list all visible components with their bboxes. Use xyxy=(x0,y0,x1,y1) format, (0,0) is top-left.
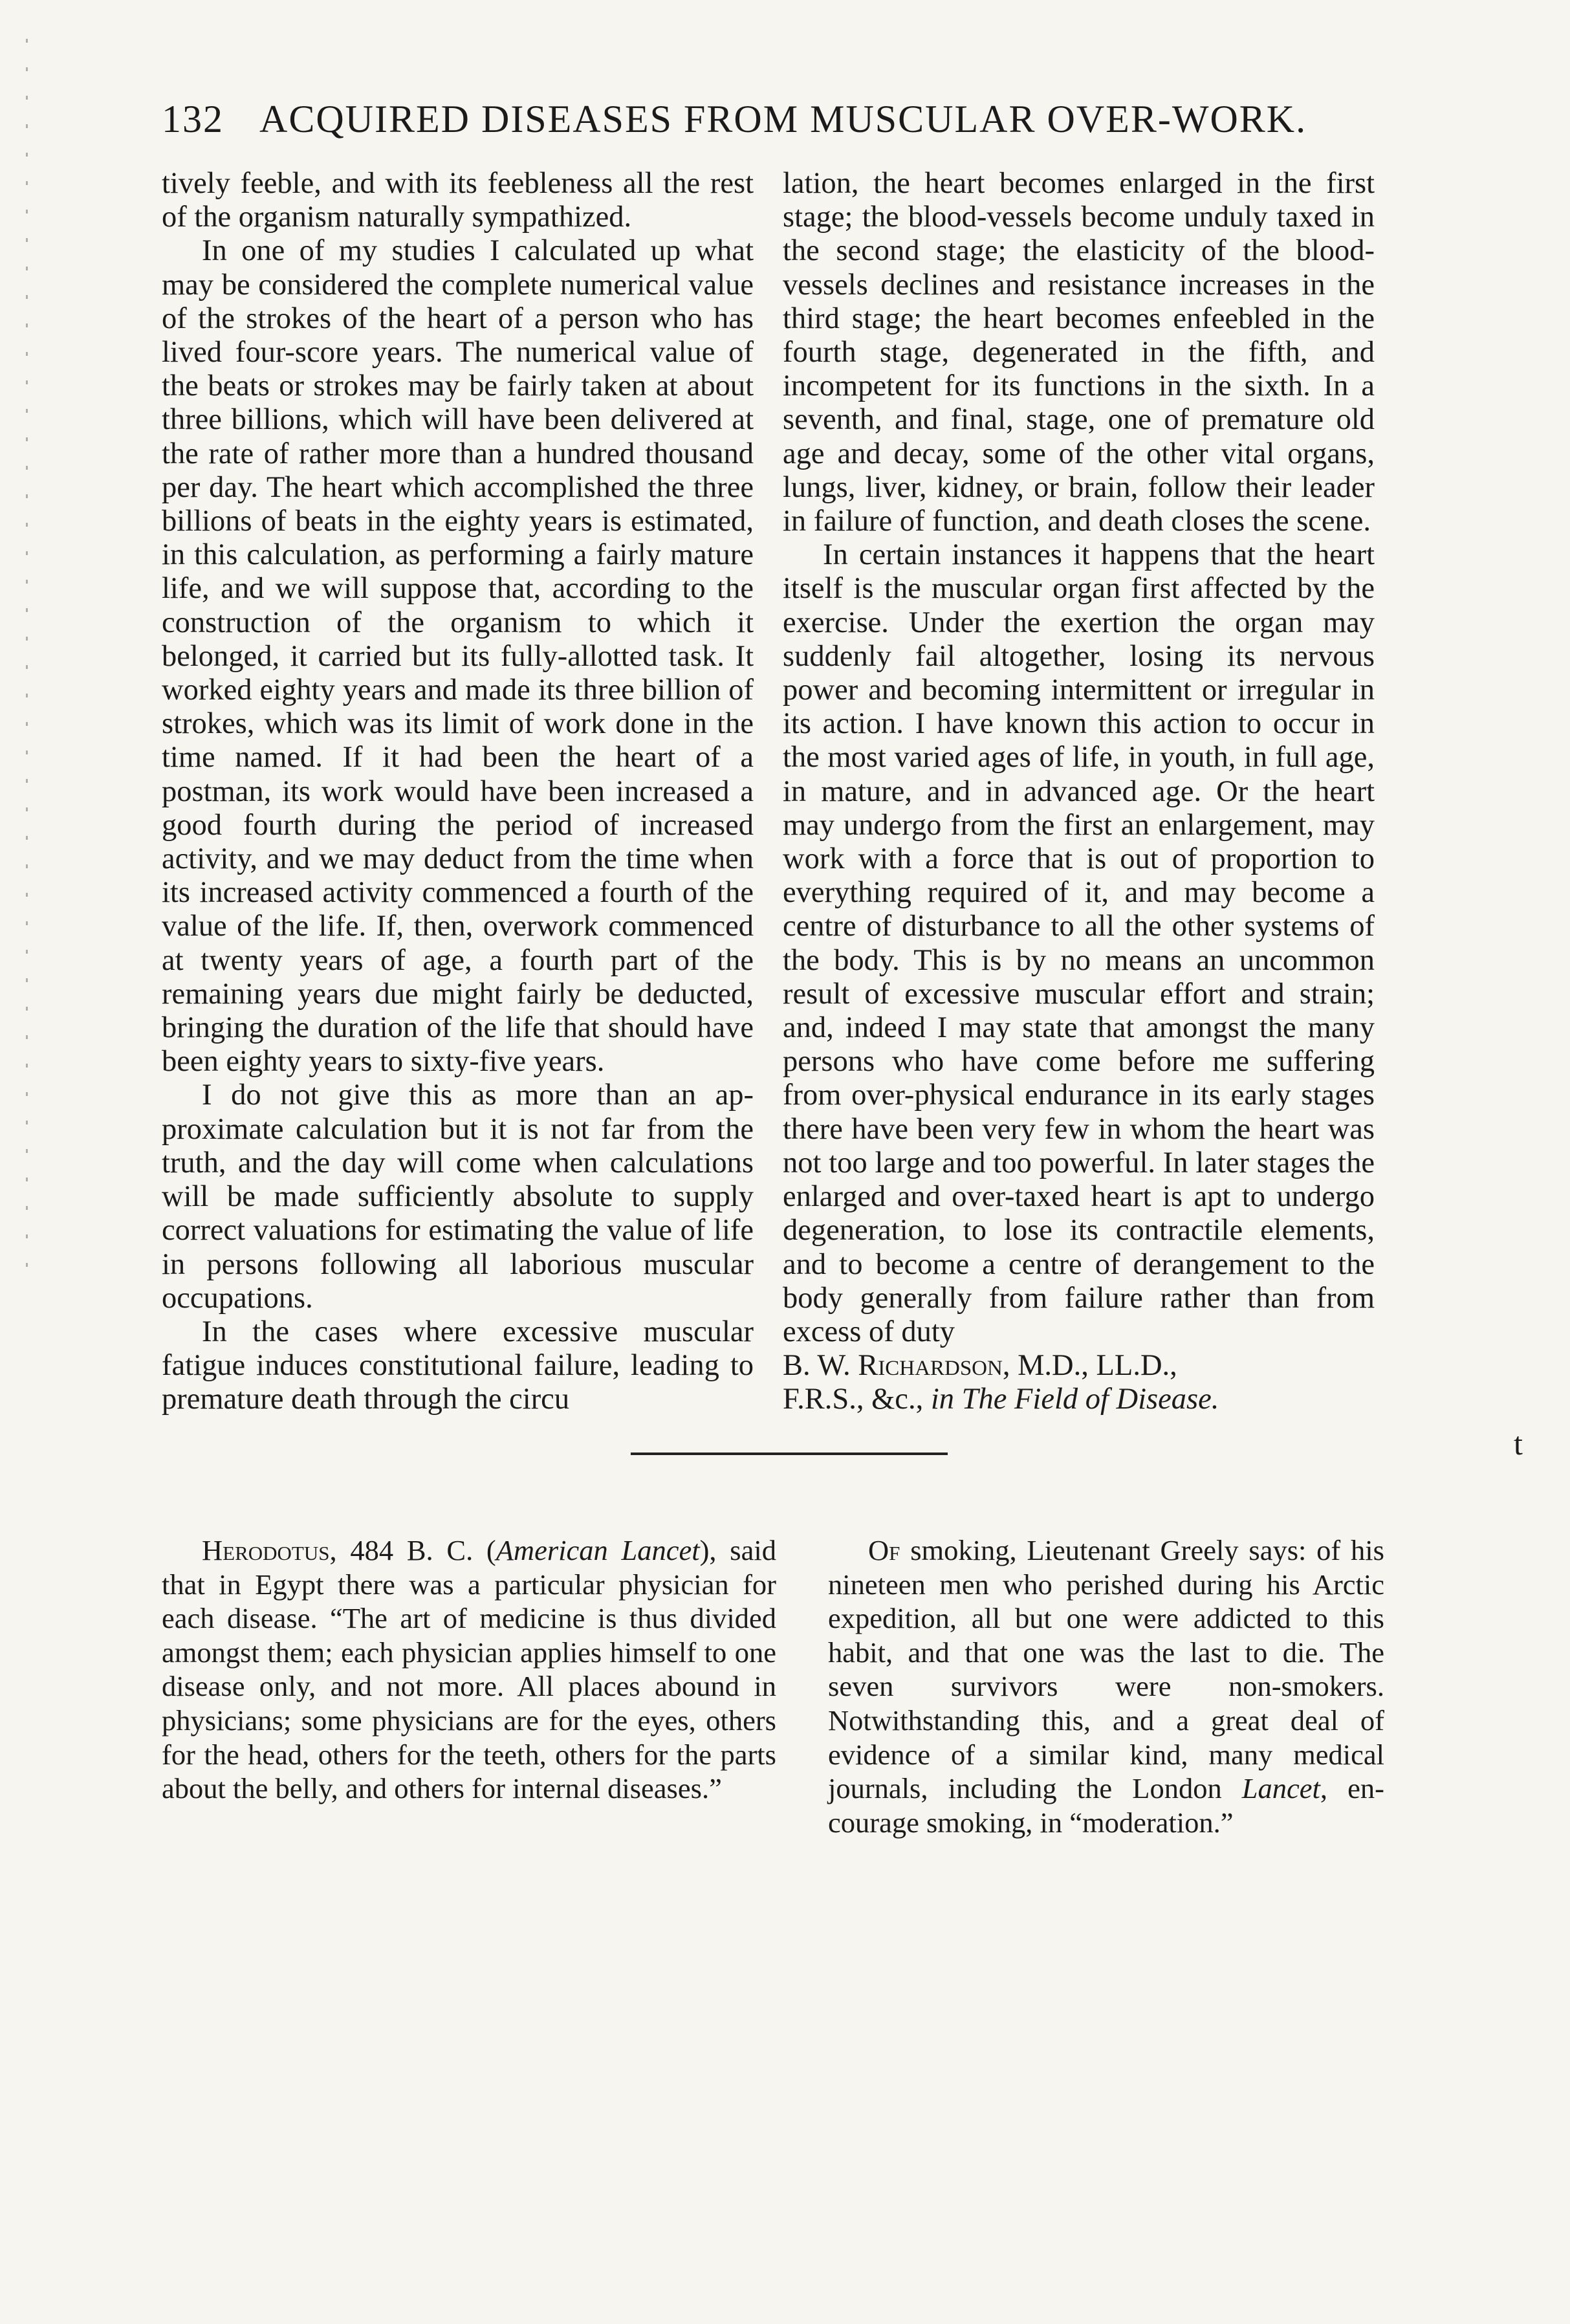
paragraph: lation, the heart becomes enlarged in the first stage; the blood-vessels become unduly taxed in the second stage; the elasticity of the blood-vessels declines and resistance increases in the third stage; the heart becomes enfeebled in the fourth stage, degenerated in the fifth, and incompetent for its functions in the sixth. In a seventh, and final, stage, one of premature old age and decay, some of the other vital organs, lungs, liver, kidney, or brain, follow their leader in failure of function, and death closes the scene. xyxy=(783,167,1375,538)
author-signature xyxy=(783,1349,1375,1383)
paragraph: In one of my studies I calculated up what may be considered the complete numerical value of the strokes of the heart of a person who has lived four-score years. The numerical value of the beats or strokes may be fairly taken at about three billions, which will have been delivered at the rate of rather more than a hundred thousand per day. The heart which accomplished the three billions of beats in the eighty years is estimated, in this calculation, as performing a fairly mature life, and we will suppose that, according to the construction of the organism to which it belonged, it carried but its fully-allotted task. It worked eighty years and made its three billion of strokes, which was its limit of work done in the time named. If it had been the heart of a postman, its work would have been increased a good fourth during the period of increased activity, and we may deduct from the time when its increased activity commenced a fourth of the value of the life. If, then, overwork commenced at twenty years of age, a fourth part of the remaining years due might fairly be deducted, bringing the duration of the life that should have been eighty years to sixty-five years. xyxy=(162,234,754,1079)
main-column-left xyxy=(162,167,754,1417)
text-run: ), said that in Egypt there was a particular physician for each disease. “The art of medicine is thus divided amongst them; each physician applies himself to one disease only, and not more. All places abound in physicians; some physicians are for the eyes, others for the head, others for the teeth, others for the parts about the belly, and others for internal diseases.” xyxy=(162,1534,776,1805)
source-title: in The Field of Disease. xyxy=(930,1383,1219,1416)
source-title: Lancet xyxy=(1241,1772,1320,1805)
section-divider xyxy=(631,1453,948,1455)
author-credentials xyxy=(783,1383,1375,1416)
paragraph: tively feeble, and with its feebleness all the rest of the organism naturally sympathized. xyxy=(162,167,754,234)
lead-word: Of xyxy=(868,1534,900,1566)
paragraph: In certain instances it happens that the heart itself is the muscular organ first affected by the exercise. Under the exertion the organ may suddenly fail altogether, losing its nervous power and becoming intermittent or irregular in its action. I have known this action to occur in the most varied ages of life, in youth, in full age, in mature, and in advanced age. Or the heart may undergo from the first an enlargement, may work with a force that is out of proportion to everything required of it, and may become a centre of disturbance to all the other systems of the body. This is by no means an uncommon result of excessive muscular effort and strain; and, indeed I may state that amongst the many persons who have come before me suffering from over-physical endurance in its early stages there have been very few in whom the heart was not too large and too powerful. In later stages the enlarged and over-taxed heart is apt to undergo degeneration, to lose its contractile elements, and to become a centre of derangement to the body generally from failure rather than from excess of duty xyxy=(783,538,1375,1348)
text-run: , 484 B. C. ( xyxy=(329,1534,496,1566)
source-title: American Lancet xyxy=(496,1534,700,1566)
author-name: B. W. Richardson, M.D., LL.D., xyxy=(783,1349,1177,1383)
binding-margin-marks xyxy=(26,39,28,1268)
stray-margin-mark: t xyxy=(1514,1425,1523,1462)
lead-word: Herodotus xyxy=(202,1534,330,1566)
running-title: ACQUIRED DISEASES FROM MUSCULAR OVER-WORK. xyxy=(259,98,1307,140)
paragraph xyxy=(828,1533,1384,1839)
page-header xyxy=(162,97,1358,142)
paragraph: I do not give this as more than an approximate calculation but it is not far from the truth, and the day will come when calculations will be made sufficiently absolute to supply correct valuations for estimating the value of life in persons following all laborious muscular occupations. xyxy=(162,1079,754,1315)
credentials-text: F.R.S., &c., xyxy=(783,1383,931,1416)
main-column-right xyxy=(783,167,1375,1417)
bottom-column-left xyxy=(162,1533,776,1806)
text-run: smoking, Lieutenant Greely says: of his nineteen men who perished during his Arctic expedition, all but one were addicted to this habit, and that one was the last to die. The seven survivors were non-smokers. Notwithstanding this, and a great deal of evidence of a similar kind, many medical journals, including the London xyxy=(828,1534,1384,1805)
text-run: , encourage smoking, in “moderation.” xyxy=(828,1772,1384,1839)
page-number: 132 xyxy=(162,98,224,140)
bottom-column-right xyxy=(828,1533,1384,1839)
paragraph xyxy=(162,1533,776,1806)
paragraph: In the cases where excessive muscular fatigue induces constitutional failure, leading to premature death through the circu xyxy=(162,1315,754,1416)
